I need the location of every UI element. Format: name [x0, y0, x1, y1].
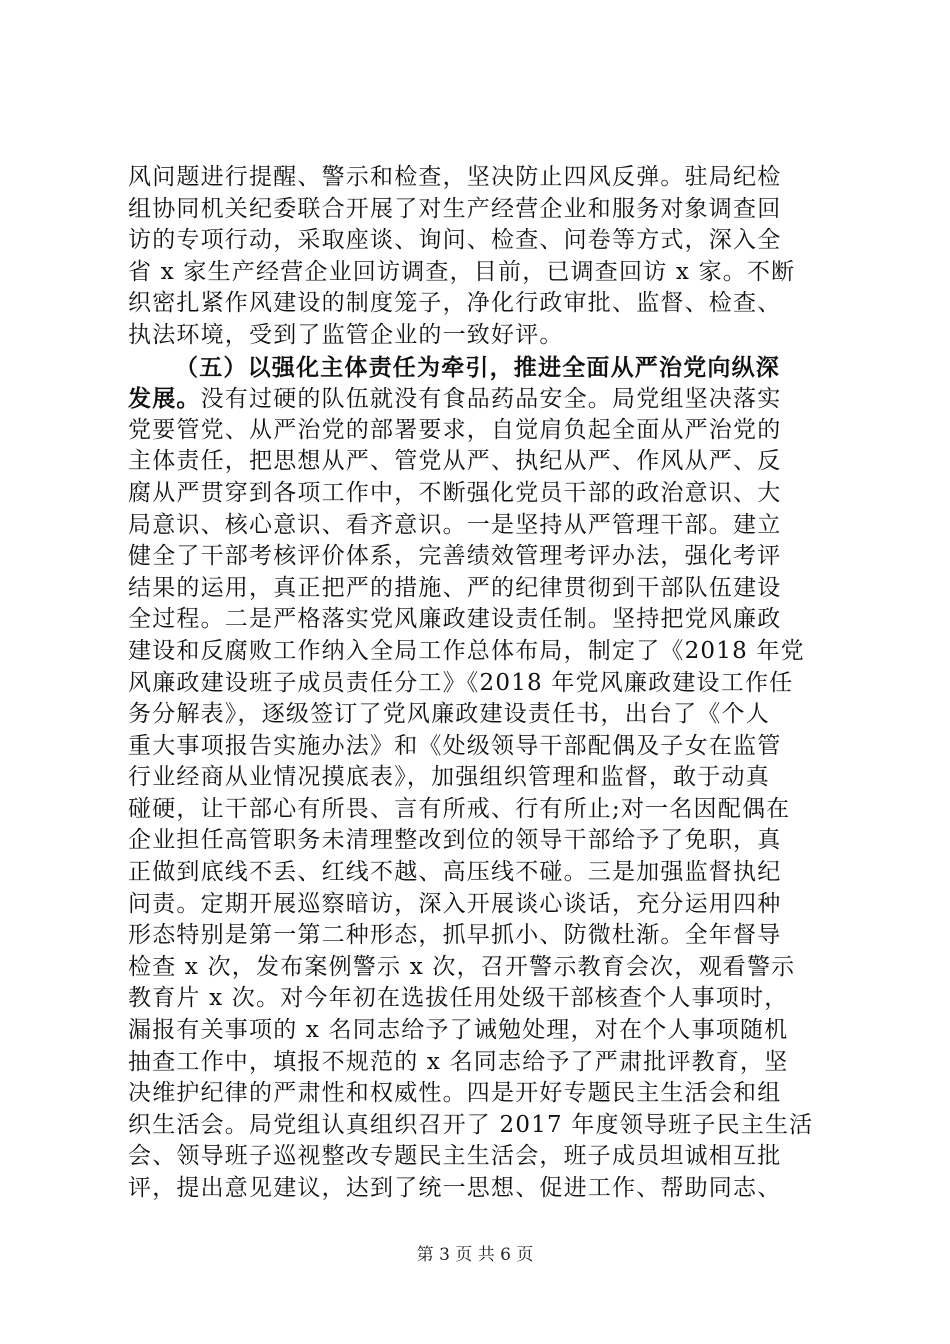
body-text-segment: 问责。定期开展巡察暗访，深入开展谈心谈话，充分运用四种 — [128, 890, 782, 917]
text-line — [128, 636, 833, 668]
text-line — [128, 1047, 833, 1079]
body-text-segment: 织生活会。局党组认真组织召开了 2017 年度领导班子民主生活 — [128, 1111, 814, 1138]
text-line — [128, 952, 833, 984]
body-text-segment: 没有过硬的队伍就没有食品药品安全。局党组坚决落实 — [200, 386, 782, 413]
heading-text: （五）以强化主体责任为牵引，推进全面从严治党向纵深 — [175, 353, 780, 381]
body-text-segment: 健全了干部考核评价体系，完善绩效管理考评办法，强化考评 — [128, 543, 782, 570]
body-text-segment: 漏报有关事项的 x 名同志给予了诫勉处理，对在个人事项随机 — [128, 1017, 789, 1044]
body-text-segment: 评，提出意见建议，达到了统一思想、促进工作、帮助同志、 — [128, 1175, 782, 1201]
body-text-segment: 风问题进行提醒、警示和检查，坚决防止四风反弹。驻局纪检 — [128, 164, 782, 190]
body-text-segment: 教育片 x 次。对今年初在选拔任用处级干部核查个人事项时， — [128, 985, 789, 1012]
body-text-segment: 结果的运用，真正把严的措施、严的纪律贯彻到干部队伍建设 — [128, 574, 782, 601]
body-text-segment: 局意识、核心意识、看齐意识。一是坚持从严管理干部。建立 — [128, 511, 782, 538]
text-line — [128, 983, 833, 1015]
text-line — [128, 225, 833, 257]
text-line — [128, 446, 833, 478]
page-footer: 第 3 页 共 6 页 — [416, 1245, 534, 1265]
body-text-segment: 组协同机关纪委联合开展了对生产经营企业和服务对象调查回 — [128, 195, 782, 222]
body-text-segment: 省 x 家生产经营企业回访调查，目前，已调查回访 x 家。不断 — [128, 258, 796, 285]
text-line — [128, 352, 833, 384]
body-text-segment: 访的专项行动，采取座谈、询问、检查、问卷等方式，深入全 — [128, 227, 782, 254]
text-line — [128, 288, 833, 320]
text-line — [128, 1173, 833, 1205]
text-line — [128, 731, 833, 763]
body-text-segment: 正做到底线不丢、红线不越、高压线不碰。三是加强监督执纪 — [128, 859, 782, 886]
text-line — [128, 510, 833, 542]
text-line — [128, 162, 833, 194]
body-text-segment: 腐从严贯穿到各项工作中，不断强化党员干部的政治意识、大 — [128, 479, 782, 506]
text-line — [128, 1015, 833, 1047]
body-text-segment: 主体责任，把思想从严、管党从严、执纪从严、作风从严、反 — [128, 448, 782, 475]
text-line — [128, 857, 833, 889]
body-text-segment: 会、领导班子巡视整改专题民主生活会，班子成员坦诚相互批 — [128, 1143, 782, 1170]
text-line — [128, 604, 833, 636]
text-line — [128, 573, 833, 605]
text-line — [128, 1110, 833, 1142]
body-text-segment: 检查 x 次，发布案例警示 x 次，召开警示教育会次，观看警示 — [128, 953, 796, 980]
body-text-segment: 碰硬，让干部心有所畏、言有所戒、行有所止;对一名因配偶在 — [128, 795, 791, 822]
text-line — [128, 257, 833, 289]
text-line — [128, 699, 833, 731]
text-line — [128, 1141, 833, 1173]
body-text-segment: 党要管党、从严治党的部署要求，自觉肩负起全面从严治党的 — [128, 416, 782, 443]
body-text-segment: 决维护纪律的严肃性和权威性。四是开好专题民主生活会和组 — [128, 1080, 782, 1107]
body-text-segment: 建设和反腐败工作纳入全局工作总体布局，制定了《2018 年党 — [128, 637, 805, 664]
text-line — [128, 889, 833, 921]
body-text-segment: 全过程。二是严格落实党风廉政建设责任制。坚持把党风廉政 — [128, 606, 782, 633]
text-line — [128, 762, 833, 794]
body-text-segment: 行业经商从业情况摸底表》，加强组织管理和监督，敢于动真 — [128, 764, 770, 791]
body-text-segment: 务分解表》，逐级签订了党风廉政建设责任书，出台了《个人 — [128, 701, 770, 728]
text-line — [128, 194, 833, 226]
text-line — [128, 668, 833, 700]
body-text-segment: 风廉政建设班子成员责任分工》《2018 年党风廉政建设工作任 — [128, 669, 794, 696]
body-text-segment: 重大事项报告实施办法》和《处级领导干部配偶及子女在监管 — [128, 732, 782, 759]
text-line — [128, 541, 833, 573]
body-text-segment: 织密扎紧作风建设的制度笼子，净化行政审批、监督、检查、 — [128, 290, 782, 317]
text-line — [128, 415, 833, 447]
text-line — [128, 320, 833, 352]
text-line — [128, 383, 833, 415]
text-line — [128, 825, 833, 857]
text-line — [128, 1078, 833, 1110]
text-line — [128, 920, 833, 952]
text-line — [128, 794, 833, 826]
text-line — [128, 478, 833, 510]
body-text-segment: 形态特别是第一第二种形态，抓早抓小、防微杜渐。全年督导 — [128, 922, 782, 949]
body-text-segment: 执法环境，受到了监管企业的一致好评。 — [128, 321, 564, 348]
heading-text: 发展。 — [128, 385, 201, 413]
body-text-segment: 抽查工作中，填报不规范的 x 名同志给予了严肃批评教育，坚 — [128, 1048, 789, 1075]
document-body — [128, 162, 833, 1205]
body-text-segment: 企业担任高管职务未清理整改到位的领导干部给予了免职，真 — [128, 827, 782, 854]
